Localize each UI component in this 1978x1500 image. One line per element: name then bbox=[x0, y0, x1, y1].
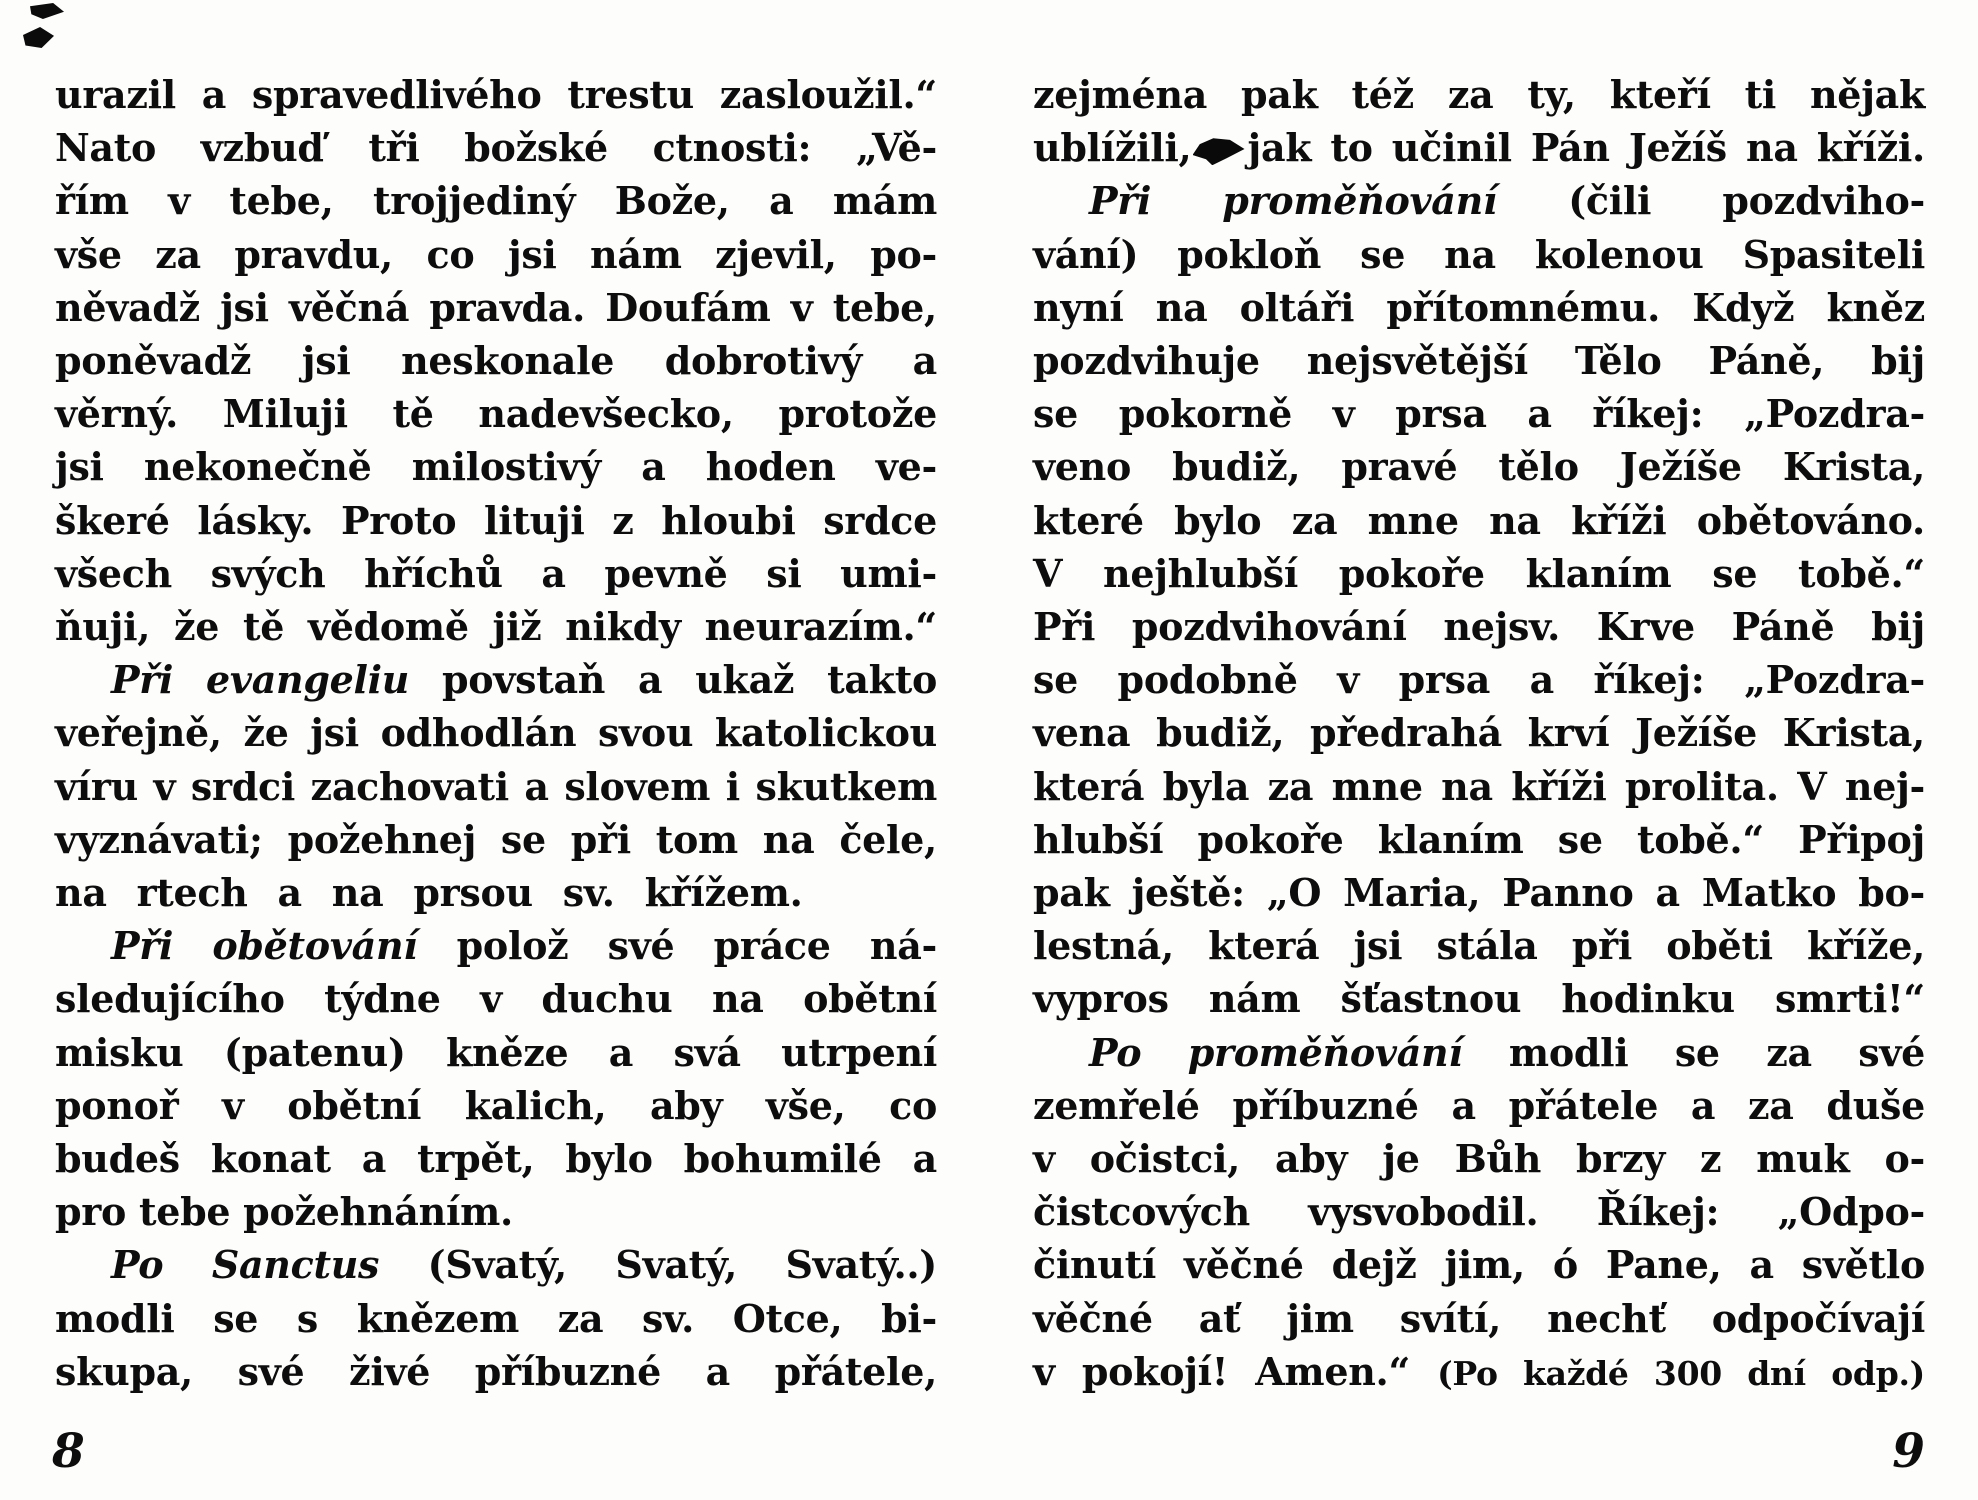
text-line bbox=[55, 1079, 937, 1132]
text-line bbox=[1033, 1185, 1925, 1238]
text-line bbox=[1033, 387, 1925, 440]
body-text: vyznávati; požehnej se při tom na čele, bbox=[55, 816, 937, 862]
body-text: zejména pak též za ty, kteří ti nějak bbox=[1033, 72, 1925, 117]
page-number-left: 8 bbox=[52, 1424, 85, 1479]
body-text: vypros nám šťastnou hodinku smrti!“ bbox=[1033, 976, 1925, 1022]
rubric-lead-text: Při proměňování bbox=[1089, 178, 1498, 224]
body-text: čistcových vysvobodil. Říkej: „Odpo- bbox=[1033, 1189, 1925, 1235]
text-line bbox=[1033, 919, 1925, 972]
body-text: poněvadž jsi neskonale dobrotivý a bbox=[55, 338, 937, 384]
body-text: skupa, své živé příbuzné a přátele, bbox=[55, 1348, 937, 1394]
body-text: polož své práce ná- bbox=[417, 923, 937, 969]
text-line bbox=[1033, 494, 1925, 547]
body-text: (čili pozdviho- bbox=[1497, 178, 1925, 224]
text-line bbox=[55, 1185, 937, 1238]
rubric-lead-text: Po Sanctus bbox=[111, 1242, 380, 1288]
text-line bbox=[55, 1292, 937, 1345]
body-text: ponoř v obětní kalich, aby vše, co bbox=[55, 1082, 937, 1128]
text-line bbox=[1033, 972, 1925, 1025]
body-text: V nejhlubší pokoře klaním se tobě.“ bbox=[1033, 550, 1925, 596]
text-line bbox=[55, 919, 937, 972]
body-text: nyní na oltáři přítomnému. Když kněz bbox=[1033, 284, 1925, 330]
body-text: na rtech a na prsou sv. křížem. bbox=[55, 870, 803, 916]
text-line bbox=[1033, 866, 1925, 919]
text-line bbox=[1033, 281, 1925, 334]
page-number-right: 9 bbox=[1892, 1424, 1925, 1479]
text-line bbox=[55, 494, 937, 547]
body-text: vena budiž, předrahá krví Ježíše Krista, bbox=[1033, 710, 1925, 756]
body-text: víru v srdci zachovati a slovem i skutkem bbox=[55, 763, 937, 809]
text-line bbox=[1033, 121, 1925, 174]
left-page bbox=[55, 68, 937, 1398]
body-text: pro tebe požehnáním. bbox=[55, 1189, 513, 1235]
text-line bbox=[55, 281, 937, 334]
body-text: zemřelé příbuzné a přátele a za duše bbox=[1033, 1082, 1925, 1128]
body-text: povstaň a ukaž takto bbox=[409, 657, 937, 703]
body-text: které bylo za mne na kříži obětováno. bbox=[1033, 497, 1925, 543]
text-line bbox=[1033, 1292, 1925, 1345]
text-line bbox=[1033, 600, 1925, 653]
text-line bbox=[55, 706, 937, 759]
text-line bbox=[1033, 813, 1925, 866]
body-text: jak to učinil Pán Ježíš na kříži. bbox=[1247, 125, 1925, 171]
body-text: veřejně, že jsi odhodlán svou katolickou bbox=[55, 710, 937, 756]
body-text: modli se s knězem za sv. Otce, bi- bbox=[55, 1295, 937, 1341]
body-text: pozdvihuje nejsvětější Tělo Páně, bij bbox=[1033, 338, 1925, 384]
body-text: sledujícího týdne v duchu na obětní bbox=[55, 976, 937, 1022]
body-text: škeré lásky. Proto lituji z hloubi srdce bbox=[55, 497, 937, 543]
text-line bbox=[1033, 1345, 1925, 1400]
body-text: urazil a spravedlivého trestu zasloužil.“ bbox=[55, 72, 937, 117]
text-line bbox=[1033, 174, 1925, 227]
text-line bbox=[1033, 653, 1925, 706]
text-line bbox=[1033, 547, 1925, 600]
body-text: věčné ať jim svítí, nechť odpočívají bbox=[1033, 1295, 1925, 1341]
body-text: Nato vzbuď tři božské ctnosti: „Vě- bbox=[55, 125, 937, 171]
text-line bbox=[1033, 440, 1925, 493]
text-line bbox=[55, 813, 937, 866]
text-line bbox=[55, 68, 937, 121]
right-page bbox=[1033, 68, 1925, 1400]
rubric-lead-text: Při evangeliu bbox=[111, 657, 410, 703]
text-line bbox=[55, 547, 937, 600]
rubric-lead-text: Při obětování bbox=[111, 923, 418, 969]
body-text: ňuji, že tě vědomě již nikdy neurazím.“ bbox=[55, 604, 937, 650]
text-line bbox=[1033, 706, 1925, 759]
body-text: jsi nekonečně milostivý a hoden ve- bbox=[55, 444, 937, 490]
ink-smudge bbox=[30, 3, 64, 19]
text-line bbox=[55, 760, 937, 813]
body-text: vše za pravdu, co jsi nám zjevil, po- bbox=[55, 231, 937, 277]
text-line bbox=[55, 653, 937, 706]
text-line bbox=[55, 866, 937, 919]
body-text: pak ještě: „O Maria, Panno a Matko bo- bbox=[1033, 870, 1925, 916]
body-text: věrný. Miluji tě nadevšecko, protože bbox=[55, 391, 937, 437]
body-text: se pokorně v prsa a říkej: „Pozdra- bbox=[1033, 391, 1925, 437]
text-line bbox=[55, 1345, 937, 1398]
body-text: lestná, která jsi stála při oběti kříže, bbox=[1033, 923, 1925, 969]
body-text: hlubší pokoře klaním se tobě.“ Připoj bbox=[1033, 816, 1925, 862]
body-text: veno budiž, pravé tělo Ježíše Krista, bbox=[1033, 444, 1925, 490]
text-line bbox=[55, 228, 937, 281]
body-text: ublížili, bbox=[1033, 125, 1192, 171]
body-text: misku (patenu) kněze a svá utrpení bbox=[55, 1029, 937, 1075]
body-text: která byla za mne na kříži prolita. V nej- bbox=[1033, 763, 1925, 809]
text-line bbox=[1033, 68, 1925, 121]
body-text: řím v tebe, trojjediný Bože, a mám bbox=[55, 178, 937, 224]
body-text: budeš konat a trpět, bylo bohumilé a bbox=[55, 1136, 937, 1182]
body-text: se podobně v prsa a říkej: „Pozdra- bbox=[1033, 657, 1925, 703]
rubric-lead-text: Po proměňování bbox=[1089, 1029, 1463, 1075]
text-line bbox=[1033, 228, 1925, 281]
ink-smudge bbox=[23, 27, 54, 48]
text-line bbox=[55, 387, 937, 440]
body-text: něvadž jsi věčná pravda. Doufám v tebe, bbox=[55, 284, 937, 330]
text-line bbox=[55, 174, 937, 227]
body-text: v očistci, aby je Bůh brzy z muk o- bbox=[1033, 1136, 1925, 1182]
body-text: (Po každé 300 dní odp.) bbox=[1437, 1353, 1925, 1393]
body-text: všech svých hříchů a pevně si umi- bbox=[55, 550, 937, 596]
text-line bbox=[1033, 1026, 1925, 1079]
text-line bbox=[1033, 1079, 1925, 1132]
text-line bbox=[55, 1238, 937, 1291]
text-line bbox=[1033, 1132, 1925, 1185]
text-line bbox=[55, 972, 937, 1025]
body-text: (Svatý, Svatý, Svatý..) bbox=[379, 1242, 937, 1288]
ink-blot bbox=[1193, 138, 1245, 165]
text-line bbox=[1033, 760, 1925, 813]
body-text: činutí věčné dejž jim, ó Pane, a světlo bbox=[1033, 1242, 1925, 1288]
body-text: v pokojí! Amen.“ bbox=[1033, 1348, 1438, 1394]
text-line bbox=[1033, 334, 1925, 387]
text-line bbox=[55, 334, 937, 387]
text-line bbox=[55, 440, 937, 493]
text-line bbox=[55, 121, 937, 174]
body-text: modli se za své bbox=[1462, 1029, 1925, 1075]
text-line bbox=[55, 1132, 937, 1185]
text-line bbox=[55, 1026, 937, 1079]
text-line bbox=[55, 600, 937, 653]
text-line bbox=[1033, 1238, 1925, 1291]
body-text: Při pozdvihování nejsv. Krve Páně bij bbox=[1033, 604, 1925, 650]
body-text: vání) pokloň se na kolenou Spasiteli bbox=[1033, 231, 1925, 277]
